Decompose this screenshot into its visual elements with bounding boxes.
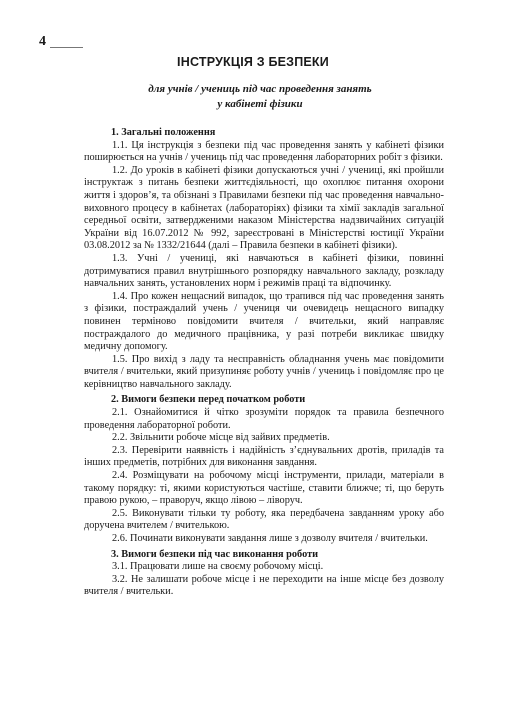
document-title: ІНСТРУКЦІЯ З БЕЗПЕКИ xyxy=(177,55,329,69)
paragraph: 3.1. Працювати лише на своєму робочому місці. xyxy=(112,561,324,573)
section-heading: 2. Вимоги безпеки перед початком роботи xyxy=(111,394,306,406)
paragraph: 2.3. Перевірити наявність і надійність з’єднувальних дротів, приладів та інших предметів, потрібних для виконання завдання. xyxy=(84,444,444,469)
paragraph: 1.5. Про вихід з ладу та несправність обладнання учень має повідомити вчителя / вчительки, який призупиняє роботу учнів / учениць і повідомляє про це керівництво навчального закладу. xyxy=(84,353,444,390)
section-heading: 1. Загальні положення xyxy=(111,127,216,138)
paragraph: 2.4. Розміщувати на робочому місці інструменти, прилади, матеріали в такому порядку: ті, якими користуються частіше, ставити ближче; ті, що беруть правою рукою, – праворуч, якщо лівою – ліворуч. xyxy=(84,470,444,507)
paragraph: 2.1. Ознайомитися й чітко зрозуміти порядок та правила безпечного проведення лабораторної роботи. xyxy=(84,407,444,431)
paragraph: 1.4. Про кожен нещасний випадок, що трапився під час проведення занять з фізики, постраждалий учень / учениця чи очевидець нещасного випадку повинен терміново повідомити вчителя / вчительки, який направляє постраждалого до медичного працівника, у разі потреби викликає швидку медичну допомогу. xyxy=(84,290,444,353)
paragraph: 1.1. Ця інструкція з безпеки під час проведення занять у кабінеті фізики поширюється на учнів / учениць під час проведення лабораторних робіт з фізики. xyxy=(84,139,444,164)
subtitle-line: у кабінеті фізики xyxy=(217,98,303,110)
paragraph: 2.5. Виконувати тільки ту роботу, яка передбачена завданням уроку або доручена вчителем / вчителькою. xyxy=(84,507,444,532)
paragraph: 3.2. Не залишати робоче місце і не переходити на інше місце без дозволу вчителя / вчительки. xyxy=(84,573,444,598)
subtitle-line: для учнів / учениць під час проведення занять xyxy=(148,83,372,95)
paragraph: 2.2. Звільнити робоче місце від зайвих предметів. xyxy=(112,432,330,444)
paragraph: 1.2. До уроків в кабінеті фізики допускаються учні / учениці, які пройшли інструктаж з питань безпеки життєдіяльності, що охоплює питання охорони життя і здоров’я, та обізнані з Правилами безпеки під час проведення навчально-виховного процесу в кабінетах (лабораторіях) фізики та хімії закладів загальної середньої освіти, затвердженими наказом Міністерства надзвичайних ситуацій України від 16.07.2012 № 992, зареєстровані в Міністерстві юстиції України 03.08.2012 за № 1332/21644 (далі – Правила безпеки в кабінеті фізики). xyxy=(84,164,444,252)
page-number: 4 xyxy=(39,34,46,49)
paragraph: 1.3. Учні / учениці, які навчаються в кабінеті фізики, повинні дотримуватися правил внутрішнього розпорядку навчального закладу, розкладу навчальних занять, установлених норм і режимів праці та відпочинку. xyxy=(84,252,444,290)
instruction-body xyxy=(84,127,444,599)
page-number-rule xyxy=(50,47,83,48)
paragraph: 2.6. Починати виконувати завдання лише з дозволу вчителя / вчительки. xyxy=(112,533,428,544)
document-subtitle xyxy=(110,82,410,112)
section-heading: 3. Вимоги безпеки під час виконання роботи xyxy=(111,548,319,560)
